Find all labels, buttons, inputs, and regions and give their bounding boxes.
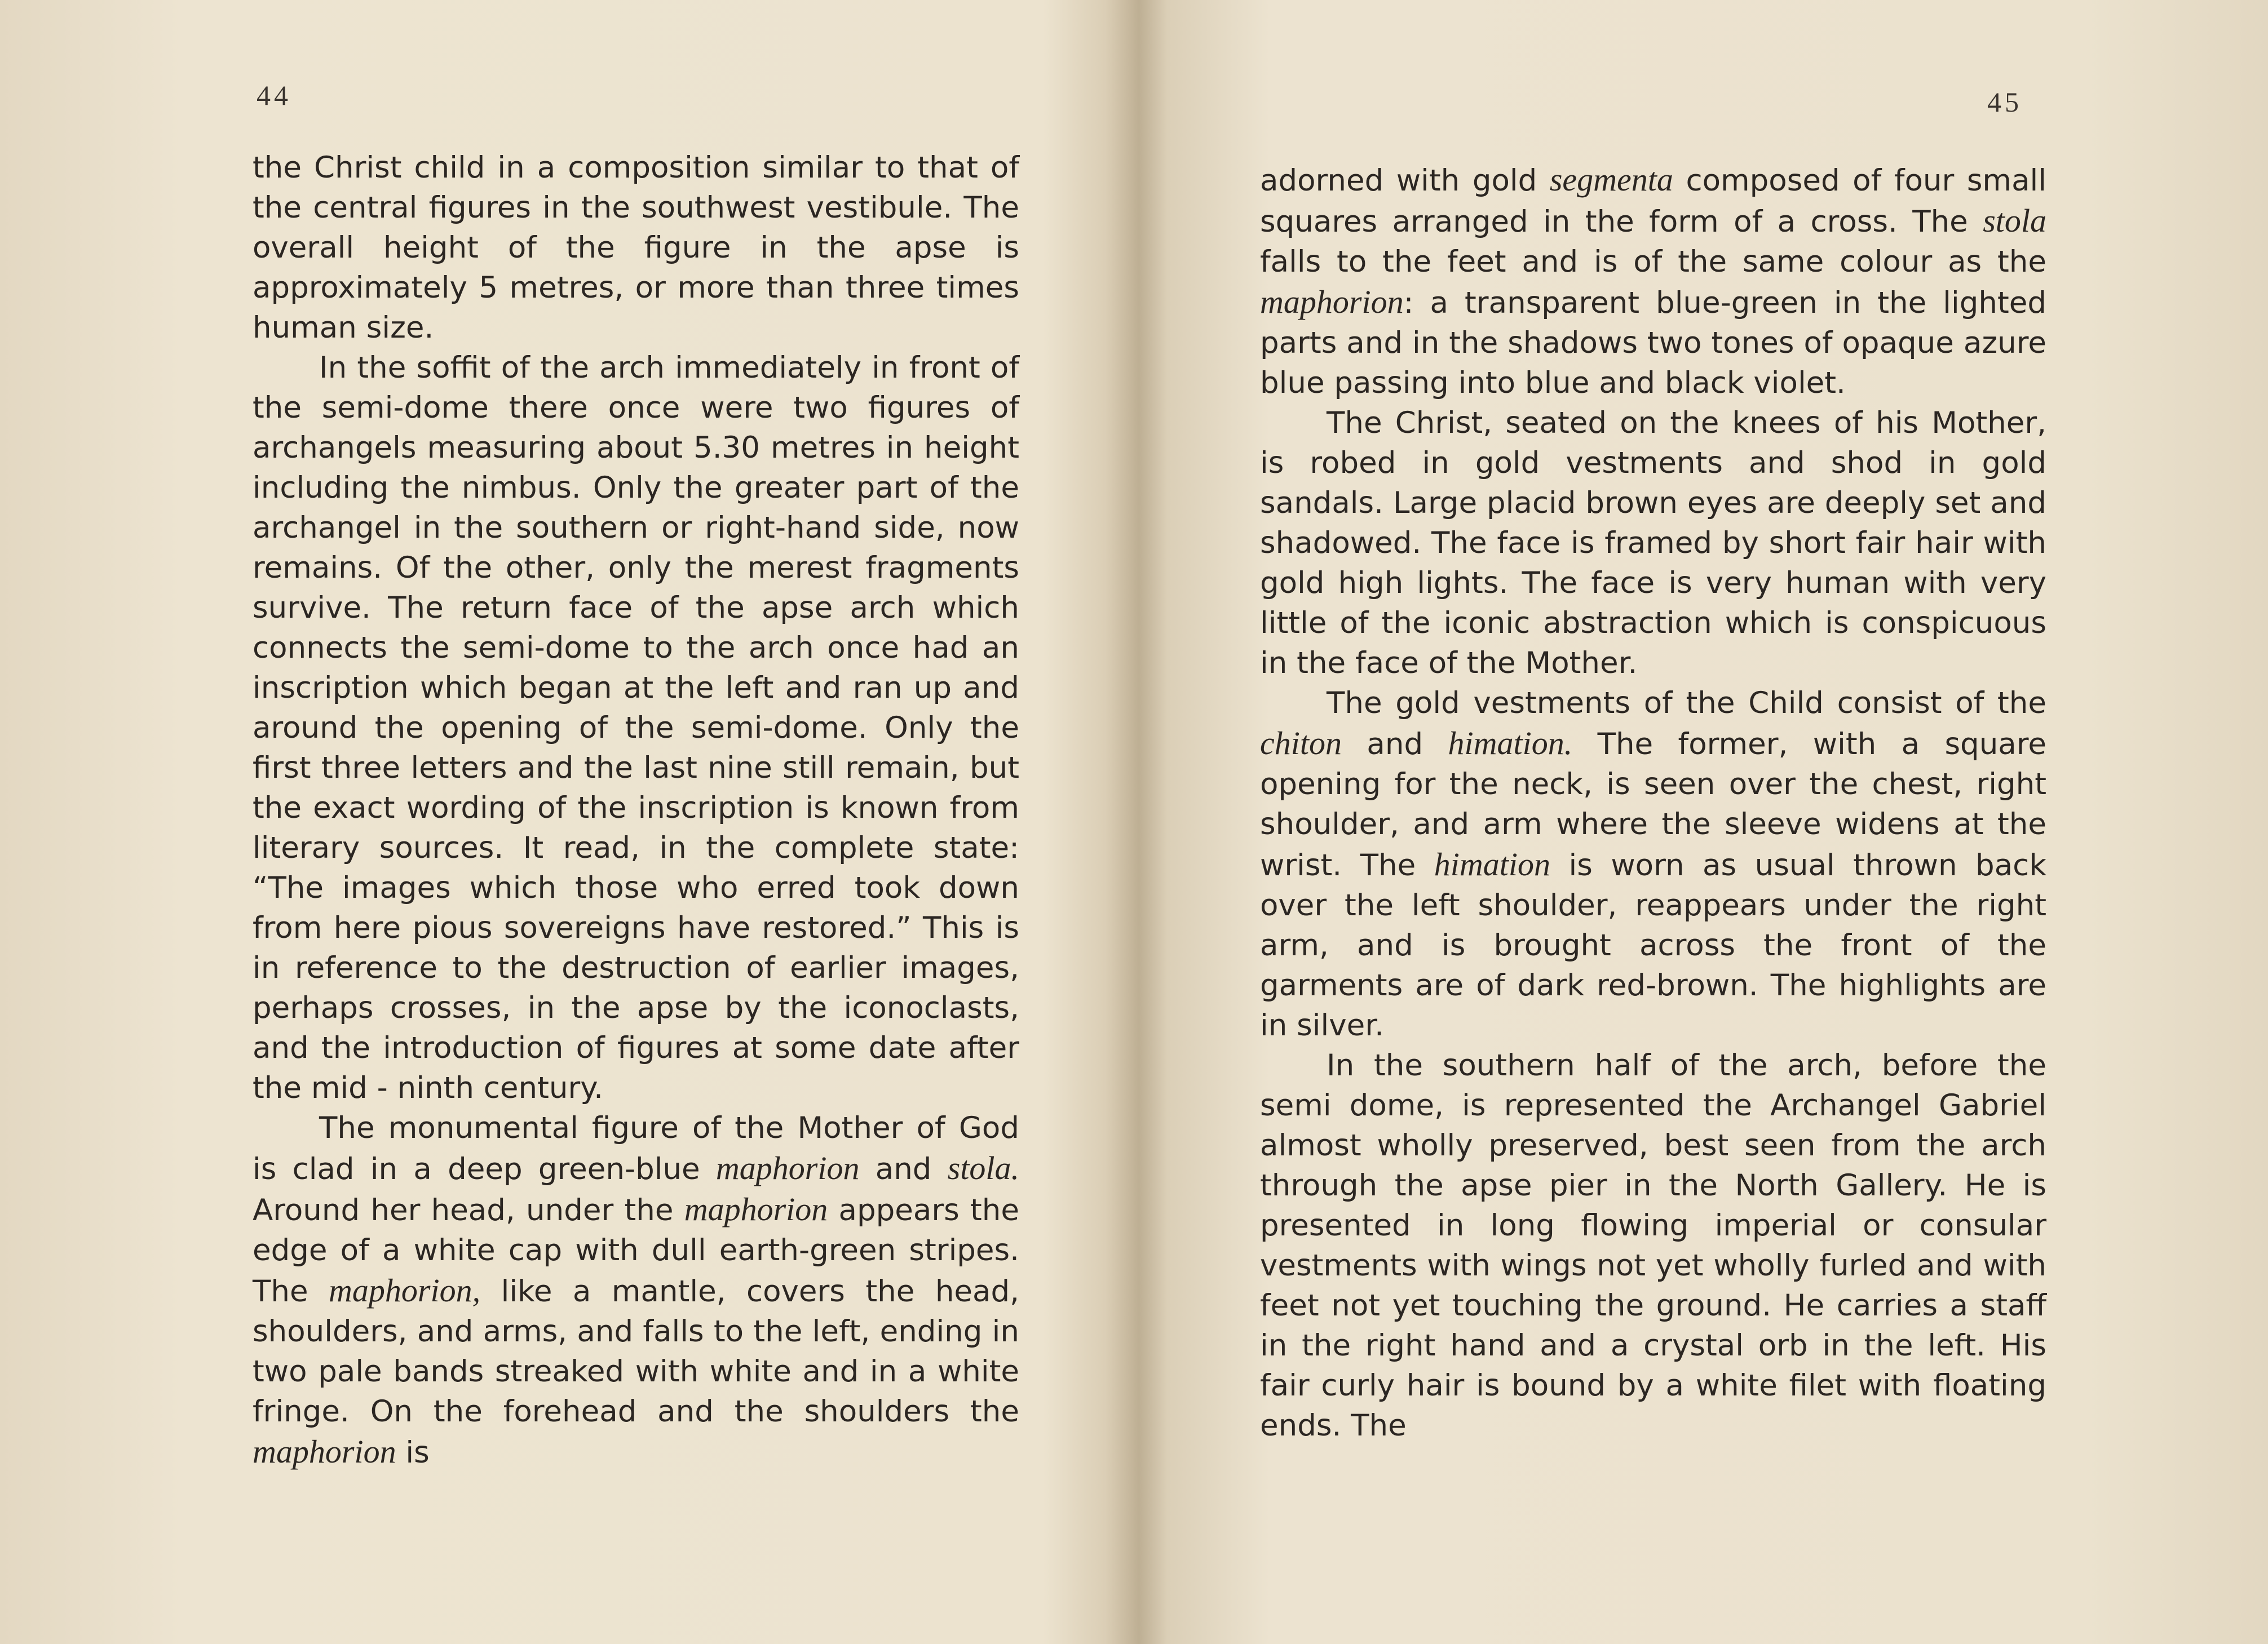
body-text	[1260, 159, 2046, 1446]
italic-term: segmenta	[1549, 161, 1673, 198]
text-run: falls to the feet and is of the same colour as the	[1260, 245, 2046, 279]
text-run: and	[859, 1152, 948, 1186]
text-run: is worn as usual thrown back over the left shoulder, reappears under the right arm, and is brought across the front of the garments are of dark red-brown. The highlights are in silver.	[1260, 848, 2047, 1043]
text-run: In the southern half of the arch, before the semi dome, is represented the Archangel Gabriel almost wholly preserved, best seen from the arch through the apse pier in the North Gallery. He is presented in long flowing imperial or consular vestments with wings not yet wholly furled and with feet not yet touching the ground. He carries a staff in the right hand and a crystal orb in the left. His fair curly hair is bound by a white filet with floating ends. The	[1260, 1048, 2046, 1443]
text-run: the Christ child in a composition similar to that of the central figures in the southwest vestibule. The overall height of the figure in the apse is approximately 5 metres, or more than three times human size.	[253, 150, 1019, 345]
body-text	[253, 148, 1019, 1473]
left-page	[0, 0, 1128, 1644]
text-run: appears the edge of a white cap with dull earth-green stripes. The	[253, 1193, 1019, 1309]
italic-term: maphorion	[684, 1191, 828, 1228]
italic-term: maphorion	[1260, 283, 1404, 320]
text-run: Around her head, under the	[253, 1193, 684, 1228]
text-run: adorned with gold	[1260, 163, 1550, 198]
paragraph	[1260, 1045, 2046, 1446]
text-run: composed of four small squares arranged in the form of a cross. The	[1260, 163, 2046, 239]
page-number: 45	[1987, 86, 2022, 118]
text-run: is	[396, 1435, 430, 1470]
italic-term: maphorion,	[329, 1272, 481, 1309]
text-run: The Christ, seated on the knees of his Mother, is robed in gold vestments and shod in gold sandals. Large placid brown eyes are deeply set and shadowed. The face is framed by short fair hair with gold high lights. The face is very human with very little of the iconic abstraction which is conspicuous in the face of the Mother.	[1260, 406, 2046, 680]
italic-term: himation.	[1448, 725, 1573, 761]
italic-term: himation	[1434, 846, 1550, 883]
italic-term: chiton	[1260, 725, 1342, 761]
page-number: 44	[257, 79, 291, 111]
italic-term: stola.	[947, 1150, 1019, 1186]
right-page	[1133, 0, 2268, 1644]
paragraph	[1260, 683, 2046, 1045]
paragraph	[1260, 159, 2046, 403]
italic-term: stola	[1983, 202, 2046, 239]
paragraph	[253, 348, 1019, 1108]
text-run: The former, with a square opening for the neck, is seen over the chest, right shoulder, and arm where the sleeve widens at the wrist. The	[1260, 727, 2046, 883]
text-run: and	[1341, 727, 1448, 761]
text-run: The gold vestments of the Child consist of the	[1327, 686, 2046, 720]
paragraph	[1260, 403, 2046, 683]
paragraph	[253, 1108, 1019, 1473]
text-run: In the soffit of the arch immediately in front of the semi-dome there once were two figures of archangels measuring about 5.30 metres in height including the nimbus. Only the greater part of the archangel in the southern or right-hand side, now remains. Of the other, only the merest fragments survive. The return face of the apse arch which connects the semi-dome to the arch once had an inscription which began at the left and ran up and around the opening of the semi-dome. Only the first three letters and the last nine still remain, but the exact wording of the inscription is known from literary sources. It read, in the complete state: “The images which those who erred took down from here pious sovereigns have restored.” This is in reference to the destruction of earlier images, perhaps crosses, in the apse by the iconoclasts, and the introduction of figures at some date after the mid - ninth century.	[253, 351, 1019, 1105]
italic-term: maphorion	[253, 1433, 396, 1470]
text-run: : a transparent blue-green in the lighted parts and in the shadows two tones of opaque azure blue passing into blue and black violet.	[1260, 286, 2046, 400]
text-run: The monumental figure of the Mother of God is clad in a deep green-blue	[253, 1111, 1019, 1186]
text-run: like a mantle, covers the head, shoulders, and arms, and falls to the left, ending in two pale bands streaked with white and in a white fringe. On the forehead and the shoulders the	[253, 1274, 1020, 1429]
paragraph	[253, 148, 1019, 348]
italic-term: maphorion	[715, 1150, 860, 1186]
